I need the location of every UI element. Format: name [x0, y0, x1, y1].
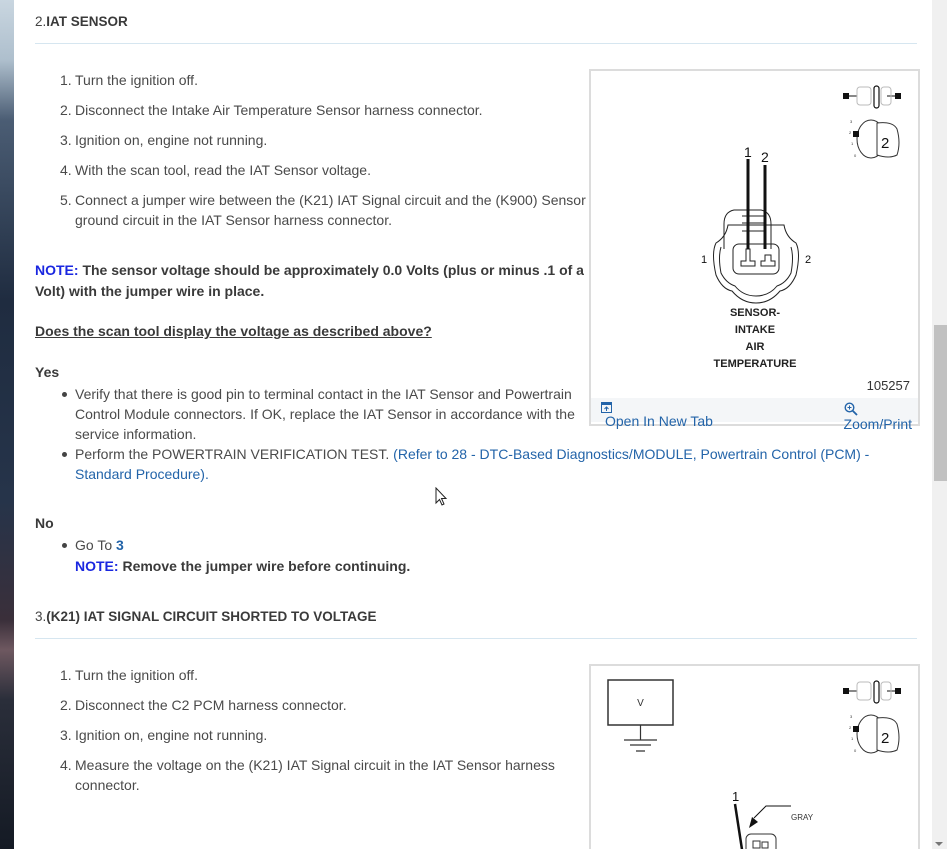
- figure-action-bar: [591, 398, 918, 432]
- zoom-print-button[interactable]: [844, 402, 912, 432]
- ignition-key-icon: [849, 119, 899, 158]
- step-number: 2.: [60, 102, 72, 118]
- open-in-new-tab-button[interactable]: [601, 402, 713, 429]
- open-in-new-tab-label: Open In New Tab: [605, 413, 713, 429]
- step-item: [55, 70, 595, 90]
- step-item: [55, 160, 595, 180]
- key-position-label: 2: [881, 135, 890, 152]
- step-text: Turn the ignition off.: [75, 667, 198, 683]
- caption-line: AIR: [745, 341, 765, 353]
- svg-text:1: 1: [851, 141, 854, 146]
- note-text: Remove the jumper wire before continuing.: [118, 558, 411, 574]
- step-item: [55, 100, 595, 120]
- mouse-cursor-icon: [435, 487, 449, 507]
- step-item: [55, 725, 575, 745]
- svg-text:1: 1: [851, 736, 854, 741]
- step-text: With the scan tool, read the IAT Sensor voltage.: [75, 162, 371, 178]
- zoom-print-label: Zoom/Print: [843, 416, 912, 432]
- step-text: Turn the ignition off.: [75, 72, 198, 88]
- step-item: [55, 755, 575, 795]
- section-2-divider: [35, 43, 917, 44]
- svg-text:3: 3: [850, 119, 853, 124]
- scrollbar-thumb[interactable]: [934, 325, 947, 481]
- step-item: [55, 190, 595, 230]
- disconnect-connector-icon: [843, 86, 901, 108]
- cavity-1-label: 1: [701, 254, 708, 266]
- disconnect-connector-icon: [843, 681, 901, 703]
- section-3-title: (K21) IAT SIGNAL CIRCUIT SHORTED TO VOLTAGE: [46, 609, 377, 624]
- step-number: 4.: [60, 757, 72, 773]
- yes-label: Yes: [35, 364, 60, 380]
- step-text: Disconnect the Intake Air Temperature Sensor harness connector.: [75, 102, 483, 118]
- step-number: 3.: [60, 132, 72, 148]
- caption-line: SENSOR-: [729, 307, 781, 319]
- iat-sensor-connector-figure: [589, 69, 920, 432]
- step-number: 5.: [60, 192, 72, 208]
- goto-text: Go To: [75, 537, 116, 553]
- section-2-title: IAT SENSOR: [46, 14, 128, 29]
- step-item: [55, 130, 595, 150]
- iat-connector-drawing: [714, 210, 799, 303]
- section-2-heading: [35, 14, 128, 29]
- ignition-key-icon: [849, 714, 899, 753]
- svg-text:0: 0: [854, 153, 857, 158]
- svg-text:0: 0: [854, 748, 857, 753]
- desktop-background: [0, 0, 14, 849]
- no-note: [75, 556, 655, 576]
- step-number: 3.: [60, 727, 72, 743]
- harness-connector-drawing: [746, 834, 776, 849]
- section-3-divider: [35, 638, 917, 639]
- zoom-in-icon: [844, 402, 858, 416]
- step-number: 1.: [60, 667, 72, 683]
- voltmeter-label: V: [637, 698, 644, 709]
- section-2-number: 2.: [35, 14, 47, 29]
- probe-wire: [735, 804, 743, 849]
- svg-text:2: 2: [849, 130, 852, 135]
- voltage-test-figure: [589, 664, 920, 849]
- step-item: [55, 665, 575, 685]
- step-text: Ignition on, engine not running.: [75, 132, 268, 148]
- wire-color-label: GRAY: [791, 813, 814, 822]
- document-viewer: [14, 0, 932, 849]
- voltage-test-diagram: [591, 666, 918, 849]
- no-actions: [55, 535, 655, 576]
- no-label: No: [35, 515, 54, 531]
- yes-action-text: Perform the POWERTRAIN VERIFICATION TEST.: [75, 446, 394, 462]
- section-3-heading: [35, 609, 377, 624]
- yes-action-item: [55, 444, 925, 484]
- open-new-tab-icon: [601, 402, 612, 413]
- svg-text:2: 2: [849, 725, 852, 730]
- step-number: 1.: [60, 72, 72, 88]
- svg-text:3: 3: [850, 714, 853, 719]
- connector-diagram: [591, 71, 918, 371]
- step-text: Connect a jumper wire between the (K21) IAT Signal circuit and the (K900) Sensor ground circuit in the IAT Sensor harness connector.: [75, 192, 586, 228]
- note-label: NOTE:: [35, 262, 79, 278]
- step-item: [55, 695, 575, 715]
- voltmeter-icon: [608, 680, 673, 751]
- cavity-2-label: 2: [805, 254, 812, 266]
- step-text: Measure the voltage on the (K21) IAT Signal circuit in the IAT Sensor harness connector.: [75, 757, 555, 793]
- yes-action-item: [55, 384, 585, 444]
- step-number: 4.: [60, 162, 72, 178]
- refer-procedure-link[interactable]: (Refer to 28 - DTC-Based Diagnostics/MODULE, Powertrain Control (PCM) - Standard Procedure).: [75, 446, 870, 482]
- step-text: Ignition on, engine not running.: [75, 727, 268, 743]
- section-3-number: 3.: [35, 609, 47, 624]
- key-position-label: 2: [881, 730, 890, 747]
- caption-line: TEMPERATURE: [713, 358, 797, 370]
- no-action-item: [55, 535, 655, 576]
- vertical-scrollbar[interactable]: [932, 0, 947, 849]
- figure-id: 105257: [866, 378, 910, 393]
- pin-1-label: 1: [732, 789, 740, 804]
- section-2-steps: [55, 70, 595, 240]
- diagnostic-question: Does the scan tool display the voltage as described above?: [35, 323, 432, 339]
- step-text: Disconnect the C2 PCM harness connector.: [75, 697, 347, 713]
- step-number: 2.: [60, 697, 72, 713]
- note-label: NOTE:: [75, 558, 119, 574]
- callout-arrowhead: [749, 817, 758, 828]
- goto-step-link[interactable]: 3: [116, 537, 124, 553]
- pin-1-label: 1: [744, 144, 752, 160]
- caption-line: INTAKE: [734, 324, 776, 336]
- yes-action-text: Verify that there is good pin to terminal contact in the IAT Sensor and Powertrain Control Module connectors. If OK, replace the IAT Sensor in accordance with the service information.: [75, 386, 575, 442]
- section-3-steps: [55, 665, 575, 805]
- callout-leader: [754, 806, 791, 818]
- note-text: The sensor voltage should be approximately 0.0 Volts (plus or minus .1 of a Volt) with the jumper wire in place.: [35, 262, 584, 299]
- scroll-down-arrow-icon[interactable]: [935, 842, 943, 846]
- pin-2-label: 2: [761, 149, 769, 165]
- section-2-note: [35, 260, 595, 302]
